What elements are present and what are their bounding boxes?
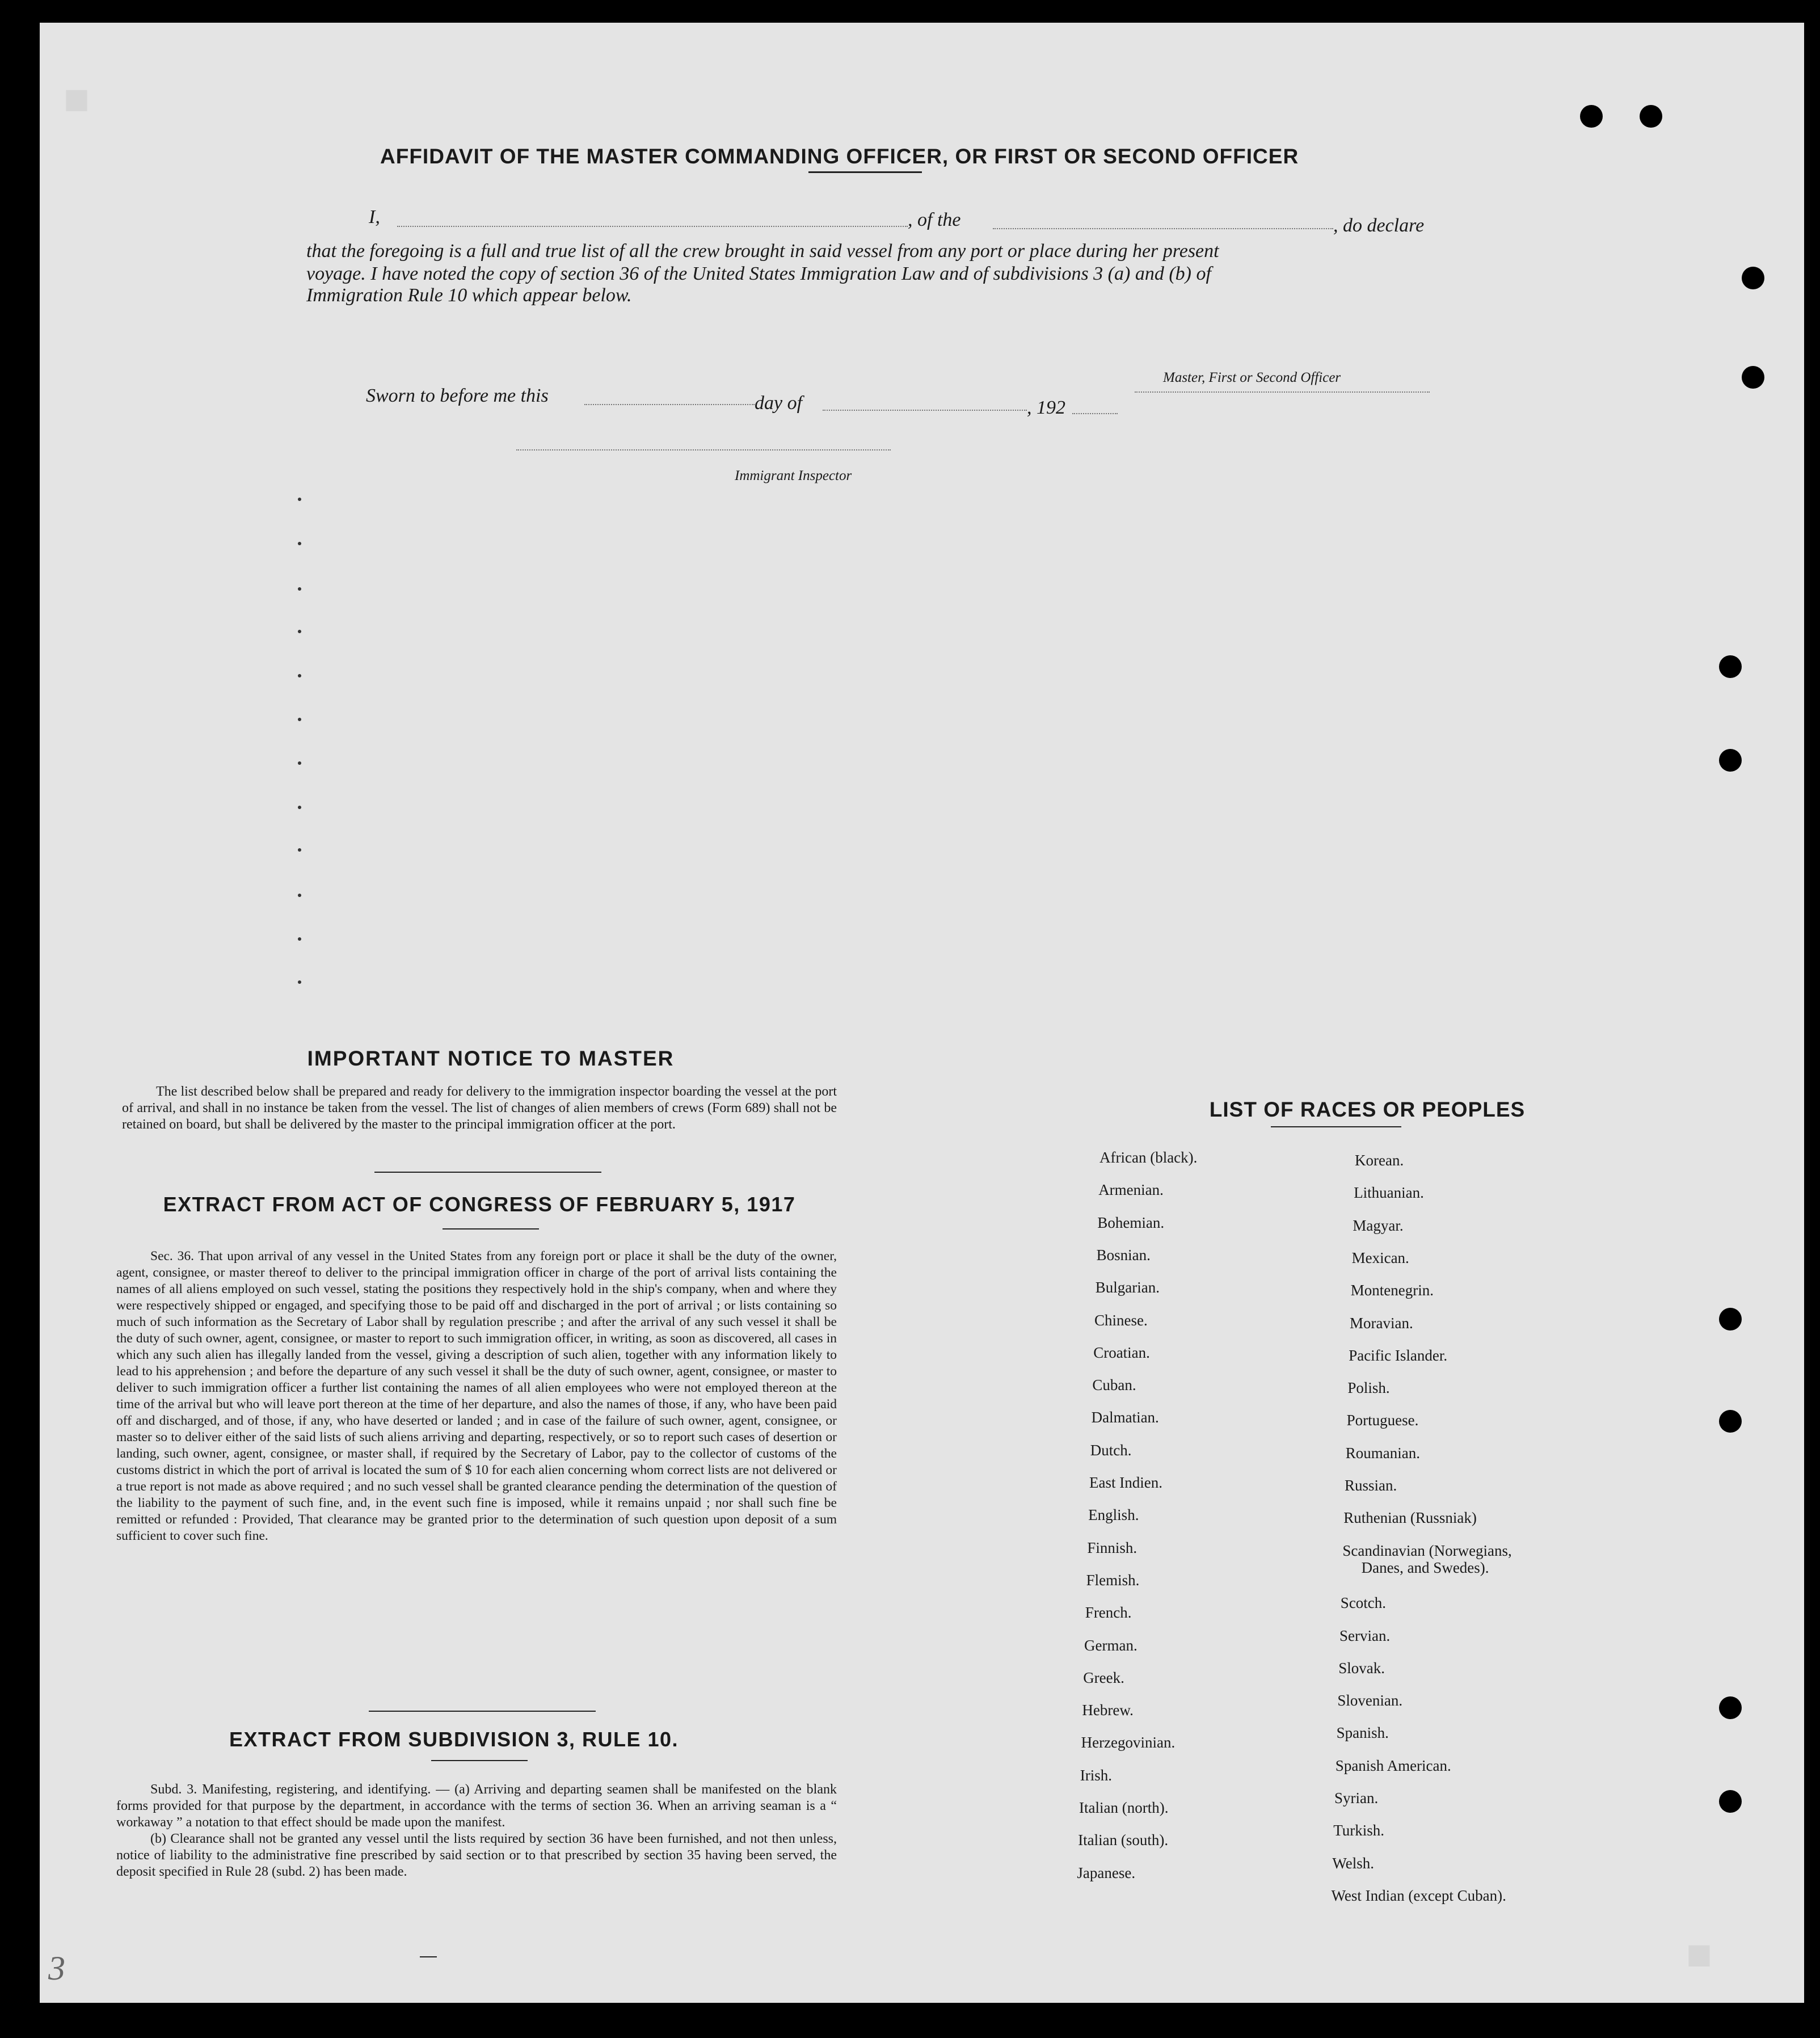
race-item: Portuguese.: [1346, 1412, 1419, 1429]
rule-underline: [431, 1760, 528, 1761]
year-blank: [1072, 413, 1118, 414]
race-item: Moravian.: [1350, 1314, 1413, 1332]
punch-hole: [1719, 749, 1742, 772]
margin-dot: [298, 587, 301, 591]
act-divider: [369, 1711, 596, 1712]
race-item: Bohemian.: [1097, 1214, 1165, 1231]
race-item: Spanish.: [1336, 1724, 1389, 1742]
margin-dot: [298, 894, 301, 897]
race-item: French.: [1085, 1604, 1132, 1622]
margin-dot: [298, 806, 301, 809]
affidavit-of-the: , of the: [908, 209, 961, 230]
race-item: Lithuanian.: [1354, 1184, 1424, 1202]
race-item: Italian (north).: [1079, 1799, 1169, 1816]
inspector-signature-line: [516, 449, 891, 450]
affidavit-title: AFFIDAVIT OF THE MASTER COMMANDING OFFICER, OR FIRST OR SECOND OFFICER: [380, 145, 1299, 168]
race-item: Dalmatian.: [1091, 1409, 1159, 1426]
punch-hole: [1742, 366, 1764, 389]
affidavit-line-2: voyage. I have noted the copy of section 36 of the United States Immigration Law and of subdivisions 3 (a) and (b) of: [306, 263, 1211, 284]
day-of-text: day of: [755, 393, 803, 414]
punch-hole: [1640, 105, 1662, 128]
race-item: East Indien.: [1089, 1474, 1162, 1491]
bleed-through-text: ▪: [1674, 1912, 1725, 2003]
race-item: Slovenian.: [1337, 1692, 1403, 1709]
race-item: Bosnian.: [1096, 1246, 1151, 1264]
race-item: Scotch.: [1340, 1594, 1387, 1612]
race-item: Armenian.: [1098, 1181, 1164, 1199]
punch-hole: [1719, 1696, 1742, 1719]
title-underline: [808, 171, 922, 173]
race-item: Mexican.: [1351, 1249, 1409, 1266]
affidavit-line-1: that the foregoing is a full and true list of all the crew brought in said vessel from any port or place during her present: [306, 241, 1219, 262]
sworn-day-blank: [584, 404, 755, 405]
race-item: German.: [1084, 1636, 1138, 1654]
margin-dot: [298, 980, 301, 984]
punch-hole: [1719, 1308, 1742, 1330]
affidavit-i: I,: [369, 207, 380, 228]
bleed-through-text: ▪: [51, 57, 103, 153]
races-title: LIST OF RACES OR PEOPLES: [1209, 1098, 1526, 1121]
inspector-label: Immigrant Inspector: [735, 468, 852, 483]
race-item: Montenegrin.: [1350, 1282, 1434, 1299]
margin-dot: [298, 498, 301, 501]
race-item: Spanish American.: [1335, 1757, 1451, 1774]
race-item: Servian.: [1339, 1627, 1391, 1644]
race-item: Japanese.: [1077, 1864, 1136, 1881]
sworn-month-blank: [823, 410, 1027, 411]
master-label: Master, First or Second Officer: [1163, 370, 1341, 385]
margin-dot: [298, 674, 301, 677]
punch-hole: [1580, 105, 1603, 128]
notice-paragraph: The list described below shall be prepared and ready for delivery to the immigration inspector boarding the vessel at the port of arrival, and shall in no instance be taken from the vessel. The list of changes of alien members of crews (Form 689) shall not be retained on board, but shall be delivered by the master to the principal immigration officer at the port.: [122, 1084, 837, 1132]
corner-mark: 3: [48, 1949, 65, 1987]
margin-dot: [298, 542, 301, 545]
punch-hole: [1719, 1790, 1742, 1813]
document-page: [40, 23, 1804, 2003]
margin-dot: [298, 937, 301, 941]
race-item: West Indian (except Cuban).: [1331, 1887, 1506, 1904]
rule-paragraph-b: (b) Clearance shall not be granted any vessel until the lists required by section 36 have been furnished, and not then unless, notice of liability to the administrative fine prescribed by said section or to that prescribed by section 35 having been served, the deposit specified in Rule 28 (subd. 2) has been made.: [116, 1831, 837, 1879]
affidavit-do-declare: , do declare: [1333, 215, 1425, 236]
margin-dot: [298, 718, 301, 721]
race-item: Ruthenian (Russniak): [1343, 1509, 1477, 1527]
rule-text: [116, 1782, 837, 1880]
race-item: Roumanian.: [1345, 1444, 1421, 1462]
race-item: Chinese.: [1094, 1311, 1148, 1329]
race-item: Irish.: [1080, 1766, 1113, 1784]
bottom-tick: [420, 1956, 437, 1957]
race-item: Syrian.: [1334, 1789, 1379, 1807]
sworn-text: Sworn to before me this: [366, 385, 549, 406]
race-item: Turkish.: [1333, 1822, 1384, 1839]
master-signature-line: [1135, 391, 1430, 393]
race-item: Cuban.: [1092, 1376, 1136, 1394]
race-item: Russian.: [1345, 1477, 1397, 1494]
race-item: Italian (south).: [1078, 1831, 1169, 1849]
act-paragraph: Sec. 36. That upon arrival of any vessel in the United States from any foreign port or place it shall be the duty of the owner, agent, consignee, or master thereof to deliver to the principal immigration officer in charge of the port of arrival lists containing the names of all aliens employed on such vessel, stating the positions they respectively hold in the ship's company, when and where they were respectively shipped or engaged, and specifying those to be paid off and discharged in the port of arrival ; or lists containing so much of such information as the Secretary of Labor shall by regulation prescribe ; and after the arrival of any such vessel it shall be the duty of such owner, agent, consignee, or master to report to such immigration officer, in writing, as soon as discovered, all cases in which any such alien has illegally landed from the vessel, giving a description of such alien, together with any information likely to lead to his apprehension ; and before the departure of any such vessel it shall be the duty of such owner, agent, consignee, or master to deliver to such immigration officer a further list containing the names of all alien employees who were not employed thereon at the time of the arrival but who will leave port thereon at the time of her departure, and also the names of those, if any, who have been paid off and discharged, and of those, if any, who have deserted or landed ; and in case of the failure of such owner, agent, consignee, or master so to deliver either of the said lists of such aliens arriving and departing, respectively, or so to report such cases of desertion or landing, such owner, agent, consignee, or master shall, if required by the Secretary of Labor, pay to the collector of customs of the customs district in which the port of arrival is located the sum of $ 10 for each alien concerning whom correct lists are not delivered or a true report is not made as above required ; and no such vessel shall be granted clearance pending the determination of the question of the liability to the payment of such fine, and, in the event such fine is imposed, while it remains unpaid ; nor shall such fine be remitted or refunded : Provided, That clearance may be granted prior to the determination of such question upon deposit of a sum sufficient to cover such fine.: [116, 1249, 837, 1543]
punch-hole: [1742, 267, 1764, 289]
notice-title: IMPORTANT NOTICE TO MASTER: [307, 1047, 675, 1070]
race-item: Finnish.: [1087, 1539, 1138, 1556]
race-item: Scandinavian (Norwegians,: [1342, 1542, 1512, 1559]
races-underline: [1271, 1126, 1401, 1127]
notice-text: [122, 1084, 837, 1133]
name-blank: [397, 226, 908, 227]
race-item: Greek.: [1083, 1669, 1124, 1686]
race-item: Herzegovinian.: [1081, 1734, 1176, 1751]
race-item: Croatian.: [1093, 1344, 1150, 1361]
vessel-blank: [993, 228, 1333, 229]
race-item: Flemish.: [1086, 1571, 1140, 1589]
race-item: English.: [1088, 1506, 1139, 1524]
race-item: Dutch.: [1090, 1441, 1132, 1459]
race-item: Bulgarian.: [1095, 1279, 1160, 1296]
act-title: EXTRACT FROM ACT OF CONGRESS OF FEBRUARY 5, 1917: [163, 1193, 796, 1216]
rule-title: EXTRACT FROM SUBDIVISION 3, RULE 10.: [229, 1728, 679, 1751]
notice-divider: [374, 1172, 601, 1173]
act-text: [116, 1248, 837, 1544]
race-item: Polish.: [1347, 1379, 1390, 1397]
margin-dot: [298, 848, 301, 852]
year-text: , 192: [1027, 397, 1065, 418]
race-item: Magyar.: [1353, 1216, 1404, 1234]
act-underline: [443, 1228, 539, 1229]
race-item: Korean.: [1355, 1152, 1404, 1169]
margin-dot: [298, 761, 301, 765]
race-item: African (black).: [1099, 1149, 1198, 1166]
rule-paragraph-a: Subd. 3. Manifesting, registering, and identifying. — (a) Arriving and departing seamen shall be manifested on the blank forms provided for that purpose by the department, in accordance with the terms of section 36. When an arriving seaman is a “ workaway ” a notation to that effect should be made upon the manifest.: [116, 1782, 837, 1830]
affidavit-line-3: Immigration Rule 10 which appear below.: [306, 285, 632, 306]
punch-hole: [1719, 1410, 1742, 1433]
race-item: Welsh.: [1332, 1854, 1374, 1872]
race-item: Danes, and Swedes).: [1361, 1559, 1489, 1576]
race-item: Pacific Islander.: [1349, 1346, 1448, 1364]
race-item: Hebrew.: [1082, 1702, 1134, 1719]
punch-hole: [1719, 655, 1742, 678]
margin-dot: [298, 630, 301, 633]
race-item: Slovak.: [1338, 1659, 1385, 1677]
